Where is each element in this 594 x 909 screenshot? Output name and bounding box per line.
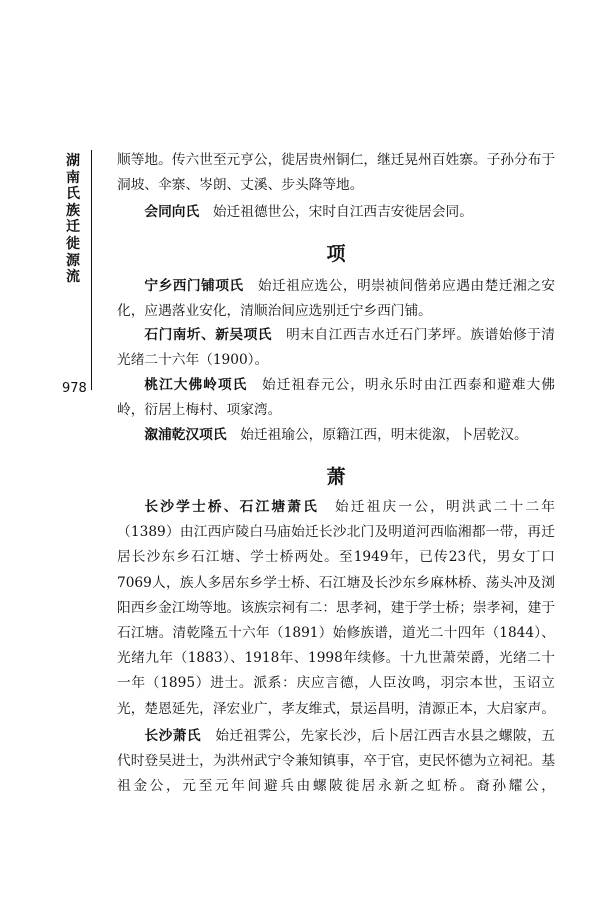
entry-changsha-xueshiqiao-xiao	[117, 495, 555, 722]
entry-label: 长沙萧氏	[144, 728, 202, 744]
entry-taojiang-xiang	[117, 373, 555, 423]
paragraph-continued	[117, 148, 555, 198]
entry-xupu-xiang	[117, 423, 555, 448]
section-heading-xiang: 项	[326, 243, 346, 265]
entry-text: 始迁祖德世公，宋时自江西吉安徙居会同。	[212, 204, 473, 220]
entry-text: 始迁祖瑜公，原籍江西，明末徙溆，卜居乾汉。	[240, 427, 528, 443]
entry-text: 始迁祖霁公，先家长沙，后卜居江西吉水县之螺陂，五代时登吴进士，为洪州武宁令兼知镇事，卒于官，吏民怀德为立祠祀。基祖金公，元至元年间避兵由螺陂徙居永新之虹桥。裔孙耀公，	[117, 728, 556, 795]
entry-shimen-xiang	[117, 323, 555, 373]
side-running-title: 湖南氏族迁徙源流	[66, 153, 80, 286]
paragraph-text: 顺等地。传六世至元亨公，徙居贵州铜仁，继迁晃州百姓寨。子孙分布于洞坡、伞寨、岑朗、丈溪、步头降等地。	[117, 152, 556, 194]
entry-text: 始迁祖庆一公，明洪武二十二年（1389）由江西庐陵白马庙始迁长沙北门及明道河西临湘都一带，再迁居长沙东乡石江塘、学士桥两处。至1949年，已传23代，男女丁口7069人，族人多居东乡学士桥、石江塘及长沙东乡麻林桥、荡头冲及浏阳西乡金江坳等地。该族宗祠有二：思孝祠，建于学士桥；崇孝祠，建于石江塘。清乾隆五十六年（1891）始修族谱，道光二十四年（1844）、光绪九年（1883）、1918年、1998年续修。十九世萧荣爵，光绪二十一年（1895）进士。派系：庆应言德，人臣汝鸣，羽宗本世，玉诏立光，楚恩延先，泽宏业广，孝友维式，景运昌明，清源正本，大启家声。	[117, 499, 556, 717]
entry-label: 溆浦乾汉项氏	[144, 427, 227, 443]
entry-changsha-xiao	[117, 724, 555, 800]
entry-text: 明末自江西吉水迁石门茅坪。族谱始修于清光绪二十六年（1900）。	[117, 327, 555, 369]
section-heading-xiao: 萧	[326, 466, 346, 488]
side-divider	[91, 150, 92, 390]
entry-huitong-xiang	[117, 200, 555, 225]
entry-label: 长沙学士桥、石江塘萧氏	[144, 499, 320, 515]
entry-ningxiang-xiang	[117, 274, 555, 324]
entry-text: 始迁祖春元公，明永乐时由江西泰和避难大佛岭，衍居上梅村、项家湾。	[117, 377, 555, 419]
page-number: 978	[62, 381, 87, 396]
entry-label: 宁乡西门铺项氏	[144, 278, 244, 294]
entry-label: 会同向氏	[144, 204, 200, 220]
entry-label: 石门南圻、新吴项氏	[144, 327, 272, 343]
entry-text: 始迁祖应选公，明崇祯间偕弟应遇由楚迁湘之安化，应遇落业安化，清顺治间应选别迁宁乡西门铺。	[117, 278, 555, 320]
entry-label: 桃江大佛岭项氏	[144, 377, 248, 393]
